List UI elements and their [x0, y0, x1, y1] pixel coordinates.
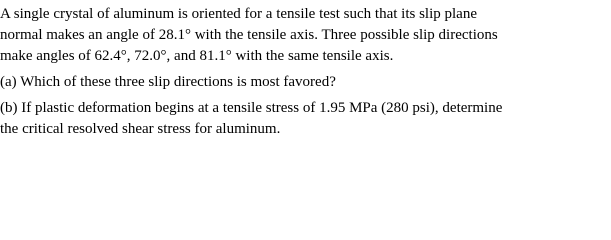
- statement-line-3: make angles of 62.4°, 72.0°, and 81.1° with the same tensile axis.: [0, 48, 394, 64]
- statement-line-2: normal makes an angle of 28.1° with the tensile axis. Three possible slip directions: [0, 27, 498, 43]
- part-b-line-1: (b) If plastic deformation begins at a tensile stress of 1.95 MPa (280 psi), determine: [0, 100, 503, 116]
- statement-line-1: A single crystal of aluminum is oriented for a tensile test such that its slip plane: [0, 6, 477, 22]
- part-a-question: (a) Which of these three slip directions is most favored?: [0, 74, 336, 90]
- part-b-line-2: the critical resolved shear stress for aluminum.: [0, 121, 281, 137]
